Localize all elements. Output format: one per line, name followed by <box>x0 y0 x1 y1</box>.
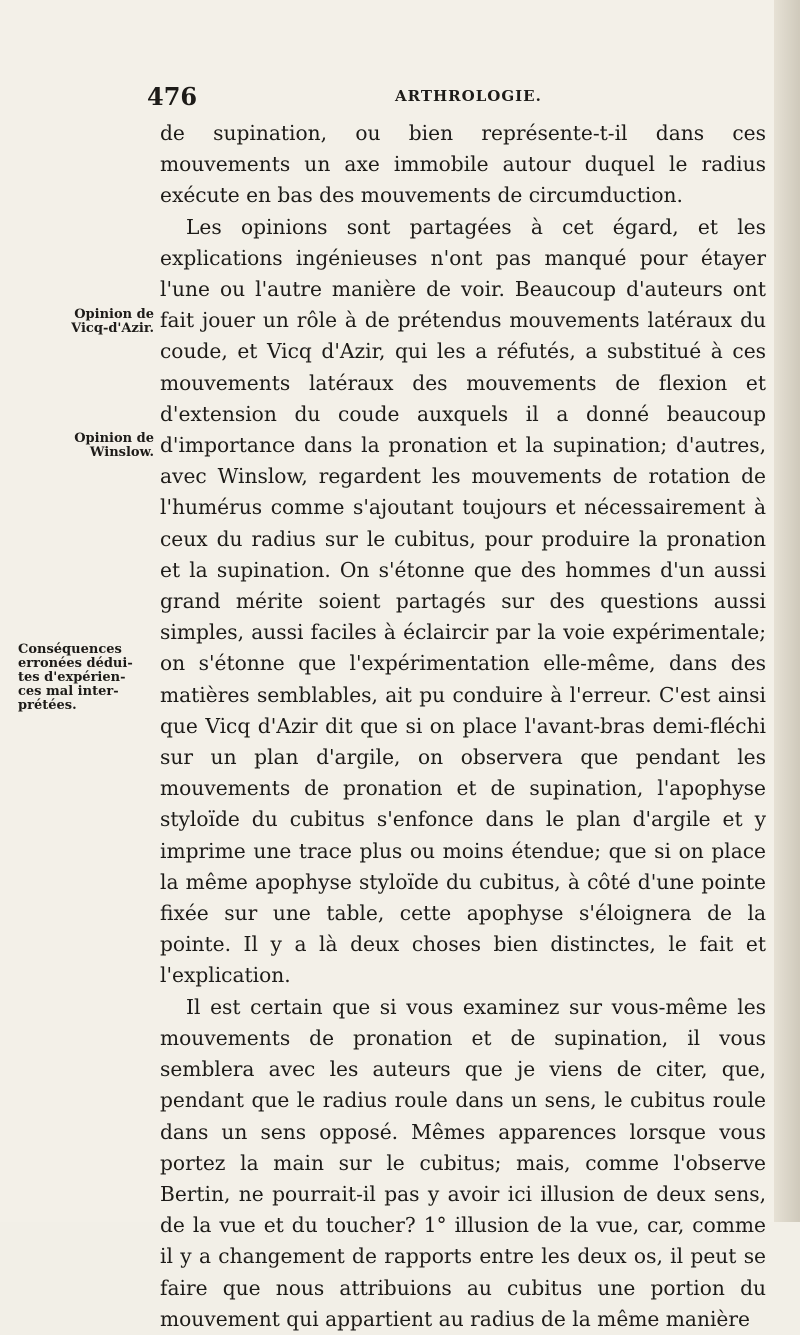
body-text <box>160 118 766 1335</box>
margin-note-line: ces mal inter- <box>18 684 119 699</box>
margin-note-consequences <box>18 643 148 713</box>
margin-note-line: Opinion de <box>74 431 154 446</box>
page-number: 476 <box>147 82 198 111</box>
paragraph: de supination, ou bien représente-t-il dans ces mouvements un axe immobile autour duquel le radius exécute en bas des mouvements de circumduction. <box>160 121 766 208</box>
margin-note-winslow <box>14 432 154 460</box>
paragraph: Il est certain que si vous examinez sur vous-même les mouvements de pronation et de supination, il vous semblera avec les auteurs que je viens de citer, que, pendant que le radius roule dans un sens, le cubitus roule dans un sens opposé. Mêmes apparences lorsque vous portez la main sur le cubitus; mais, comme l'observe Bertin, ne pourrait-il pas y avoir ici illusion de deux sens, de la vue et du toucher? 1° illusion de la vue, car, comme il y a changement de rapports entre les deux os, il peut se faire que nous attribuions au cubitus une portion du mouvement qui appartient au radius de la même manière <box>160 994 766 1331</box>
page-edge <box>774 0 800 1222</box>
paragraph: Les opinions sont partagées à cet égard, et les explications ingénieuses n'ont pas manqué pour étayer l'une ou l'autre manière de voir. Beaucoup d'auteurs ont fait jouer un rôle à de prétendus mouvements latéraux du coude, et Vicq d'Azir, qui les a réfutés, a substitué à ces mouvements latéraux des mouvements de flexion et d'extension du coude auxquels il a donné beaucoup d'importance dans la pronation et la supination; d'autres, avec Winslow, regardent les mouvements de rotation de l'humérus comme s'ajoutant toujours et nécessairement à ceux du radius sur le cubitus, pour produire la pronation et la supination. On s'étonne que des hommes d'un aussi grand mérite soient partagés sur des questions aussi simples, aussi faciles à éclaircir par la voie expérimentale; on s'étonne que l'expérimentation elle-même, dans des matières semblables, ait pu conduire à l'erreur. C'est ainsi que Vicq d'Azir dit que si on place l'avant-bras demi-fléchi sur un plan d'argile, on observera que pendant les mouvements de pronation et de supination, l'apophyse styloïde du cubitus s'enfonce dans le plan d'argile et y imprime une trace plus ou moins étendue; que si on place la même apophyse styloïde du cubitus, à côté d'une pointe fixée sur une table, cette apophyse s'éloignera de la pointe. Il y a là deux choses bien distinctes, le fait et l'explication. <box>160 214 766 988</box>
margin-note-line: erronées dédui- <box>18 656 133 671</box>
margin-note-line: Vicq-d'Azir. <box>71 321 154 336</box>
margin-note-line: Opinion de <box>74 307 154 322</box>
margin-note-line: prétées. <box>18 698 77 713</box>
margin-note-line: Winslow. <box>89 445 154 460</box>
running-head: ARTHROLOGIE. <box>395 87 542 105</box>
margin-note-line: Conséquences <box>18 642 122 657</box>
margin-note-line: tes d'expérien- <box>18 670 126 685</box>
page-header <box>147 82 759 112</box>
margin-note-vicq <box>14 308 154 336</box>
